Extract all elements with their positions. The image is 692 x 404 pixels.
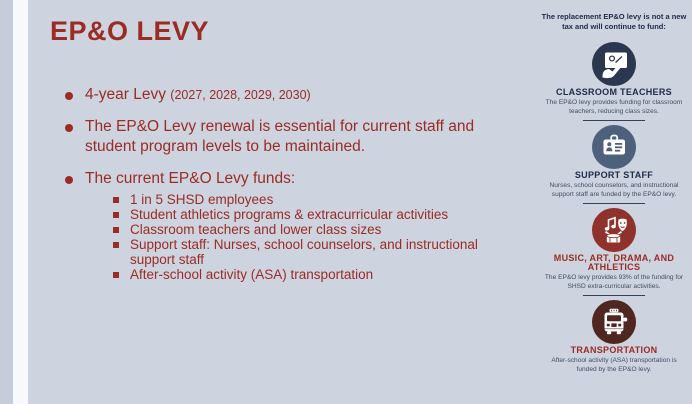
sidebar-item-classroom-teachers <box>540 42 688 121</box>
divider <box>583 295 645 296</box>
bullet-dot-icon <box>65 176 73 184</box>
square-bullet-icon <box>113 272 119 278</box>
sidebar-item-description: The EP&O levy provides 93% of the funding for SHSD extra-curricular activities. <box>544 274 684 290</box>
sub-bullet-text: 1 in 5 SHSD employees <box>130 192 274 207</box>
square-bullet-icon <box>113 242 119 248</box>
sidebar-item-support-staff <box>540 125 688 204</box>
sidebar-item-description: The EP&O levy provides funding for classroom teachers, reducing class sizes. <box>545 99 683 115</box>
left-edge-white-strip <box>13 0 28 404</box>
sub-bullet-list <box>50 192 536 282</box>
list-item <box>50 85 536 105</box>
sidebar-item-transportation <box>540 300 688 374</box>
square-bullet-icon <box>113 212 119 218</box>
list-item <box>50 267 536 282</box>
bullet-years-text: (2027, 2028, 2029, 2030) <box>170 88 311 102</box>
music-drama-drum-icon <box>592 208 636 252</box>
left-edge-gray-strip <box>0 0 13 404</box>
list-item <box>50 237 536 267</box>
square-bullet-icon <box>113 197 119 203</box>
sidebar-item-music-art-drama-athletics <box>540 208 688 296</box>
bullet-list <box>50 85 536 282</box>
page-title: EP&O LEVY <box>50 16 210 46</box>
sidebar-heading: The replacement EP&O levy is not a new tax and will continue to fund: <box>541 12 687 31</box>
bullet-text: The current EP&O Levy funds: <box>85 170 296 187</box>
sidebar-item-description: Nurses, school counselors, and instructional support staff are funded by the EP&O levy. <box>549 182 679 198</box>
bullet-dot-icon <box>65 92 73 100</box>
list-item <box>50 207 536 222</box>
sidebar-item-label: SUPPORT STAFF <box>574 170 654 180</box>
sidebar-item-description: After-school activity (ASA) transportation is funded by the EP&O levy. <box>551 357 677 373</box>
bullet-text: The EP&O Levy renewal is essential for current staff and student program levels to be maintained. <box>85 118 475 155</box>
bullet-main-text: 4-year Levy <box>85 86 166 103</box>
school-bus-icon <box>592 300 636 344</box>
id-badge-icon <box>592 125 636 169</box>
sub-bullet-text: Student athletics programs & extracurricular activities <box>130 207 449 222</box>
list-item <box>50 169 536 189</box>
fund-sidebar <box>540 0 688 404</box>
list-item <box>50 222 536 237</box>
square-bullet-icon <box>113 227 119 233</box>
sidebar-item-label: MUSIC, ART, DRAMA, AND ATHLETICS <box>553 253 675 272</box>
sidebar-item-label: CLASSROOM TEACHERS <box>556 87 672 97</box>
sub-bullet-text: After-school activity (ASA) transportation <box>130 267 374 282</box>
bullet-dot-icon <box>65 124 73 132</box>
bullet-text <box>85 85 311 105</box>
main-content <box>50 0 536 282</box>
divider <box>583 203 645 204</box>
list-item <box>50 192 536 207</box>
divider <box>583 120 645 121</box>
sidebar-item-label: TRANSPORTATION <box>570 345 658 355</box>
sub-bullet-text: Support staff: Nurses, school counselors, and instructional support staff <box>130 237 478 267</box>
teacher-whiteboard-icon <box>592 42 636 86</box>
list-item <box>50 117 536 157</box>
sub-bullet-text: Classroom teachers and lower class sizes <box>130 222 382 237</box>
